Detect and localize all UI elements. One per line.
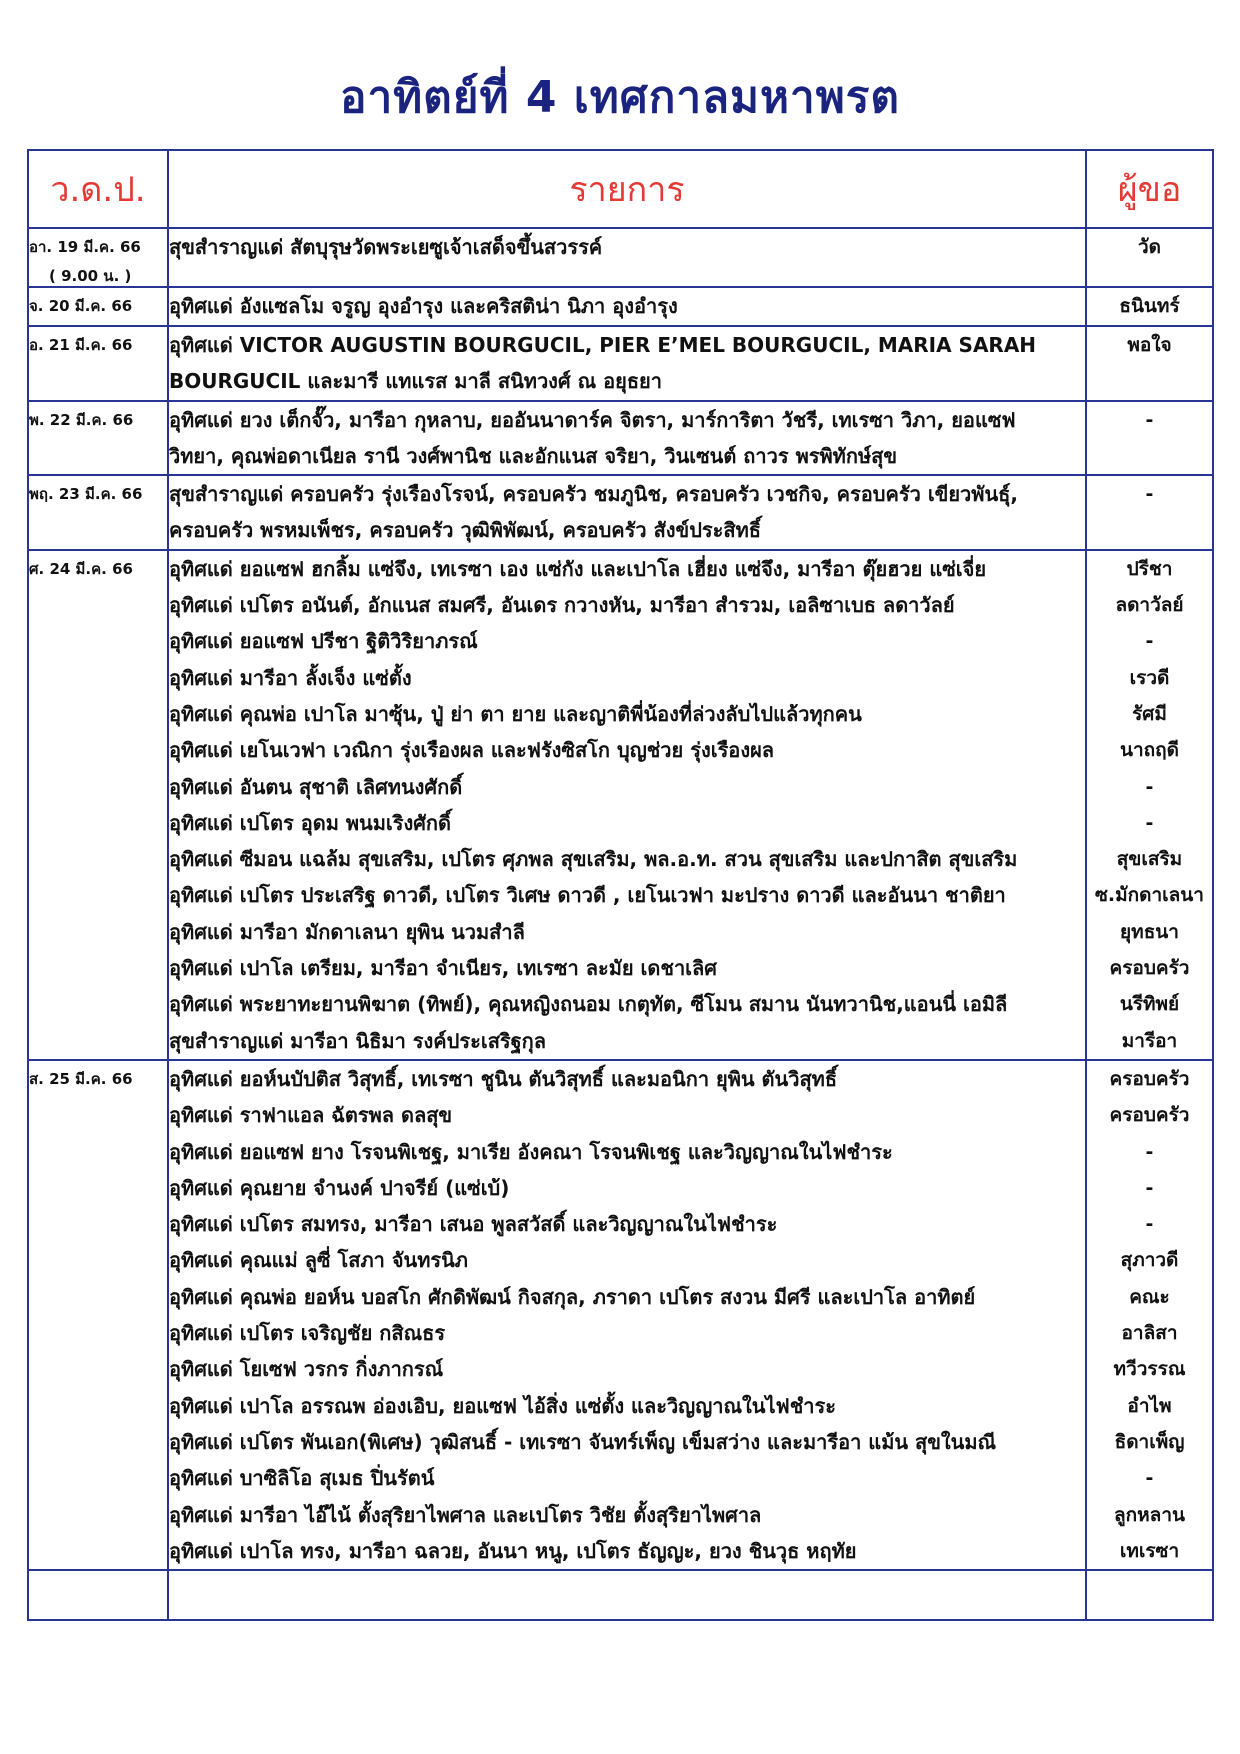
intention-line: BOURGUCIL และมารี แทแรส มาลี สนิทวงศ์ ณ อยุธยา	[169, 369, 663, 394]
table-header-row	[28, 150, 1213, 228]
intention-line: อุทิศแด่ ซีมอน แฉล้ม สุขเสริม, เปโตร ศุภพล สุขเสริม, พล.อ.ท. สวน สุขเสริม และปกาสิต สุขเสริม	[169, 847, 1018, 872]
items-cell	[168, 287, 1086, 326]
intention-line: อุทิศแด่ เปโตร ประเสริฐ ดาวดี, เปโตร วิเศษ ดาวดี , เยโนเวฟา มะปราง ดาวดี และอันนา ชาติยา	[169, 883, 1006, 908]
date-text: อา. 19 มี.ค. 66	[29, 238, 141, 256]
requester-line: นาถฤดี	[1119, 739, 1179, 762]
intention-line: อุทิศแด่ เปโตร อุดม พนมเริงศักดิ์	[169, 810, 452, 835]
requester-line: อาลิสา	[1121, 1322, 1178, 1345]
header-item: รายการ	[168, 150, 1086, 228]
requester-line: -	[1145, 630, 1154, 653]
date-text: อ. 21 มี.ค. 66	[29, 336, 133, 354]
intention-line: อุทิศแด่ อังแซลโม จรูญ อุงอำรุง และคริสติน่า นิภา อุงอำรุง	[169, 294, 678, 318]
table-row	[28, 1060, 1213, 1570]
intention-line: อุทิศแด่ โยเซฟ วรกร กิ่งภากรณ์	[169, 1357, 444, 1382]
requester-line: -	[1145, 1213, 1154, 1236]
requester-line: -	[1145, 1176, 1154, 1199]
requester-line: มารีอา	[1121, 1029, 1178, 1052]
intention-line: ครอบครัว พรหมเพ็ชร, ครอบครัว วุฒิพิพัฒน์, ครอบครัว สังข์ประสิทธิ์	[169, 518, 762, 543]
requester-line: ปรีชา	[1126, 557, 1173, 580]
requester-line: ครอบครัว	[1109, 957, 1190, 980]
requester-line: ครอบครัว	[1109, 1067, 1190, 1090]
intention-line: อุทิศแด่ คุณแม่ ลูซี่ โสภา จันทรนิภ	[169, 1248, 468, 1273]
requester-line: ธิดาเพ็ญ	[1114, 1430, 1185, 1453]
items-cell	[168, 401, 1086, 476]
requester-line: สุภาวดี	[1120, 1249, 1179, 1272]
intention-line: อุทิศแด่ เปาโล อรรณพ อ่องเอิบ, ยอแซฟ ไอ้สิ่ง แซ่ตั้ง และวิญญาณในไฟชำระ	[169, 1393, 836, 1418]
intention-line: สุขสำราญแด่ มารีอา นิธิมา รงค์ประเสริฐกุล	[169, 1028, 547, 1053]
table-row	[28, 228, 1213, 287]
intention-line: สุขสำราญแด่ ครอบครัว รุ่งเรืองโรจน์, ครอบครัว ชมภูนิช, ครอบครัว เวชกิจ, ครอบครัว เขียวพันธุ์,	[169, 482, 1018, 507]
header-requester: ผู้ขอ	[1086, 150, 1213, 228]
items-cell	[168, 475, 1086, 550]
requester-cell	[1086, 287, 1213, 326]
requester-cell	[1086, 475, 1213, 550]
requester-cell	[1086, 401, 1213, 476]
requester-cell	[1086, 1060, 1213, 1570]
requester-line: วัด	[1137, 236, 1161, 258]
intention-line: อุทิศแด่ มารีอา ลั้งเจ็ง แซ่ตั้ง	[169, 665, 412, 690]
intention-line: อุทิศแด่ ยอแซฟ ปรีชา ฐิติวิริยาภรณ์	[169, 629, 478, 654]
date-text: ส. 25 มี.ค. 66	[29, 1069, 133, 1088]
requester-line: เทเรซา	[1119, 1539, 1180, 1562]
table-row	[28, 401, 1213, 476]
empty-row	[28, 1570, 1213, 1620]
empty-items-cell	[168, 1570, 1086, 1620]
requester-line: ทวีวรรณ	[1113, 1358, 1186, 1381]
empty-requester-cell	[1086, 1570, 1213, 1620]
requester-line: ธนินทร์	[1119, 295, 1180, 317]
requester-line: -	[1145, 775, 1154, 798]
requester-line: -	[1145, 1467, 1154, 1490]
intention-line: อุทิศแด่ อันตน สุชาติ เลิศทนงศักดิ์	[169, 774, 463, 799]
intention-line: อุทิศแด่ คุณพ่อ ยอห์น บอสโก ศักดิพัฒน์ กิจสกุล, ภราดา เปโตร สงวน มีศรี และเปาโล อาทิตย์	[169, 1284, 976, 1309]
table-row	[28, 475, 1213, 550]
requester-cell	[1086, 228, 1213, 287]
requester-line: -	[1145, 483, 1154, 506]
items-cell	[168, 550, 1086, 1060]
intention-line: อุทิศแด่ เปาโล เตรียม, มารีอา จำเนียร, เทเรซา ละมัย เดชาเลิศ	[169, 956, 717, 981]
requester-line: ยุทธนา	[1120, 920, 1179, 943]
intention-line: อุทิศแด่ เปโตร พันเอก(พิเศษ) วุฒิสนธิ์ - เทเรซา จันทร์เพ็ญ เข็มสว่าง และมารีอา แม้น สุขในมณี	[169, 1429, 997, 1454]
requester-cell	[1086, 550, 1213, 1060]
intention-line: อุทิศแด่ ยวง เต็กจั๊ว, มารีอา กุหลาบ, ยออันนาดาร์ค จิตรา, มาร์การิตา วัชรี, เทเรซา วิภา, ยอแซฟ	[169, 407, 1016, 432]
header-date: ว.ด.ป.	[28, 150, 168, 228]
empty-date-cell	[28, 1570, 168, 1620]
table-row	[28, 550, 1213, 1060]
date-text: จ. 20 มี.ค. 66	[29, 297, 133, 315]
items-cell	[168, 326, 1086, 401]
requester-line: -	[1145, 1140, 1154, 1163]
requester-line: คณะ	[1129, 1285, 1170, 1308]
requester-line: รัศมี	[1132, 702, 1167, 725]
requester-line: ลดาวัลย์	[1115, 594, 1184, 617]
intention-line: อุทิศแด่ บาซิลิโอ สุเมธ ปิ่นรัตน์	[169, 1466, 435, 1491]
page-title: อาทิตย์ที่ 4 เทศกาลมหาพรต	[340, 72, 900, 123]
requester-cell	[1086, 326, 1213, 401]
intention-line: อุทิศแด่ เปโตร เจริญชัย กสิณธร	[169, 1321, 446, 1346]
date-text: พ. 22 มี.ค. 66	[29, 410, 134, 429]
date-cell	[28, 287, 168, 326]
date-cell	[28, 1060, 168, 1570]
requester-line: ซ.มักดาเลนา	[1095, 884, 1204, 907]
intention-line: อุทิศแด่ มารีอา ไอ๊ไน้ ตั้งสุริยาไพศาล และเปโตร วิชัย ตั้งสุริยาไพศาล	[169, 1502, 762, 1527]
date-cell	[28, 475, 168, 550]
intention-line: อุทิศแด่ คุณยาย จำนงค์ ปาจรีย์ (แซ่เบ้)	[169, 1175, 510, 1200]
requester-line: พอใจ	[1127, 334, 1172, 356]
intention-line: วิทยา, คุณพ่อดาเนียล รานี วงศ์พานิช และอักแนส จริยา, วินเซนต์ ถาวร พรพิทักษ์สุข	[169, 443, 898, 468]
requester-line: ลูกหลาน	[1114, 1503, 1185, 1526]
time-text: ( 9.00 น. )	[49, 267, 132, 285]
intention-line: อุทิศแด่ ยอห์นบัปติส วิสุทธิ์, เทเรซา ชูนิน ตันวิสุทธิ์ และมอนิกา ยุพิน ตันวิสุทธิ์	[169, 1066, 838, 1091]
intention-line: อุทิศแด่ เปโตร สมทรง, มารีอา เสนอ พูลสวัสดิ์ และวิญญาณในไฟชำระ	[169, 1212, 778, 1237]
date-cell	[28, 550, 168, 1060]
requester-line: ครอบครัว	[1109, 1104, 1190, 1127]
requester-line: นรีทิพย์	[1119, 993, 1180, 1016]
requester-line: -	[1145, 811, 1154, 834]
intention-line: อุทิศแด่ มารีอา มักดาเลนา ยุพิน นวมสำลี	[169, 919, 525, 944]
items-cell	[168, 228, 1086, 287]
table-row	[28, 326, 1213, 401]
intention-line: อุทิศแด่ ราฟาแอล ฉัตรพล ดลสุข	[169, 1103, 453, 1128]
items-cell	[168, 1060, 1086, 1570]
intention-line: อุทิศแด่ เยโนเวฟา เวณิกา รุ่งเรืองผล และฟรังซิสโก บุญช่วย รุ่งเรืองผล	[169, 738, 775, 763]
intention-line: อุทิศแด่ ยอแซฟ ฮกลิ้ม แซ่จึง, เทเรซา เอง แซ่กัง และเปาโล เฮี่ยง แซ่จึง, มารีอา ตุ๊ยฮวย แซ่เจี่ย	[169, 556, 987, 581]
mass-intention-table	[27, 149, 1214, 1621]
date-cell	[28, 326, 168, 401]
requester-line: เรวดี	[1129, 666, 1170, 689]
intention-line: สุขสำราญแด่ สัตบุรุษวัดพระเยซูเจ้าเสด็จขึ้นสวรรค์	[169, 235, 603, 259]
intention-line: อุทิศแด่ พระยาทะยานพิฆาต (ทิพย์), คุณหญิงถนอม เกตุทัต, ซีโมน สมาน นันทวานิช,แอนนี่ เอมิลี	[169, 992, 1008, 1017]
requester-line: สุขเสริม	[1116, 848, 1183, 871]
date-text: ศ. 24 มี.ค. 66	[29, 559, 133, 578]
date-cell	[28, 401, 168, 476]
intention-line: อุทิศแด่ เปาโล ทรง, มารีอา ฉลวย, อันนา หนู, เปโตร ธัญญะ, ยวง ชินวุธ หฤทัย	[169, 1538, 857, 1563]
intention-line: อุทิศแด่ VICTOR AUGUSTIN BOURGUCIL, PIER E’MEL BOURGUCIL, MARIA SARAH	[169, 333, 1037, 357]
date-cell	[28, 228, 168, 287]
intention-line: อุทิศแด่ คุณพ่อ เปาโล มาซุ้น, ปู่ ย่า ตา ยาย และญาติพี่น้องที่ล่วงลับไปแล้วทุกคน	[169, 701, 862, 726]
requester-line: อำไพ	[1127, 1394, 1172, 1417]
intention-line: อุทิศแด่ เปโตร อนันต์, อักแนส สมศรี, อันเดร กวางหัน, มารีอา สำรวม, เอลิซาเบธ ลดาวัลย์	[169, 593, 955, 618]
requester-line: -	[1145, 408, 1154, 431]
intention-line: อุทิศแด่ ยอแซฟ ยาง โรจนพิเชฐ, มาเรีย อังคณา โรจนพิเชฐ และวิญญาณในไฟชำระ	[169, 1139, 893, 1164]
table-row	[28, 287, 1213, 326]
date-text: พฤ. 23 มี.ค. 66	[29, 485, 143, 504]
